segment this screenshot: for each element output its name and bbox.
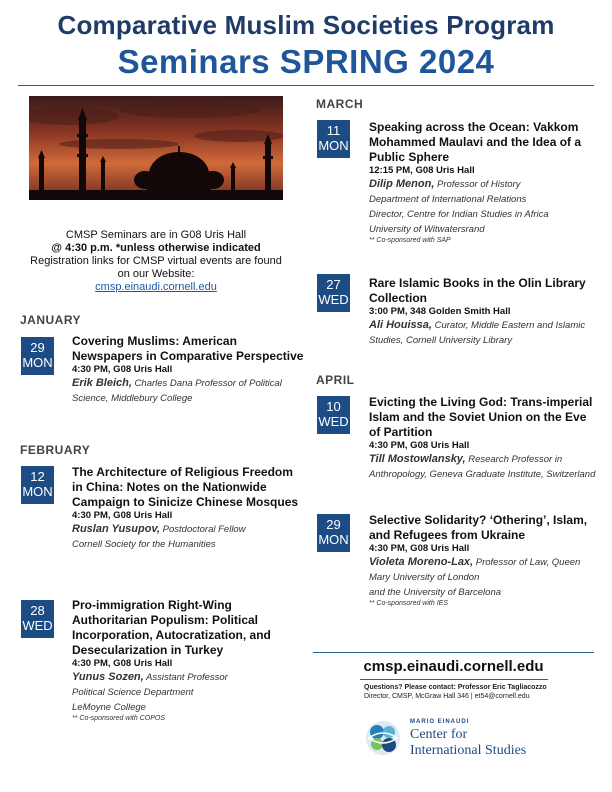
- event-date-badge: [317, 514, 350, 552]
- event-title-line: of Partition: [369, 425, 433, 439]
- event-time: 12:15 PM, G08 Uris Hall: [369, 165, 475, 176]
- event-title-line: Public Sphere: [369, 150, 450, 164]
- event-date-badge: [21, 600, 54, 638]
- event-title-line: Newspapers in Comparative Perspective: [72, 349, 304, 363]
- month-heading-february: FEBRUARY: [20, 443, 91, 457]
- event-title-line: Speaking across the Ocean: Vakkom: [369, 120, 579, 134]
- event-title-line: Mohammed Maulavi and the Idea of a: [369, 135, 582, 149]
- event-day: 10: [326, 399, 341, 414]
- event-day: 11: [326, 123, 341, 138]
- logo-line-2: International Studies: [410, 743, 527, 758]
- event-time: 4:30 PM, G08 Uris Hall: [72, 510, 173, 521]
- footer-website[interactable]: cmsp.einaudi.cornell.edu: [363, 658, 544, 675]
- speaker-detail: Director, Centre for Indian Studies in Africa: [369, 209, 549, 220]
- speaker-detail: Science, Middlebury College: [72, 393, 193, 404]
- event-card: [72, 598, 304, 722]
- event-time: 4:30 PM, G08 Uris Hall: [369, 440, 470, 451]
- event-speaker: [72, 522, 304, 537]
- speaker-title: Charles Dana Professor of Political: [131, 378, 282, 389]
- speaker-title: Research Professor in: [465, 454, 563, 465]
- page-title: Comparative Muslim Societies Program: [57, 10, 555, 40]
- event-weekday: WED: [318, 414, 349, 429]
- event-title-line: and Refugees from Ukraine: [369, 528, 526, 542]
- event-card: [72, 334, 304, 406]
- event-time: 4:30 PM, G08 Uris Hall: [369, 543, 470, 554]
- event-speaker: [369, 555, 603, 570]
- event-card: [369, 120, 599, 244]
- cosponsor-note: ** Co-sponsored with COPOS: [72, 715, 165, 722]
- speaker-detail: Political Science Department: [72, 687, 194, 698]
- event-time: 4:30 PM, G08 Uris Hall: [72, 658, 173, 669]
- contact-info: [364, 683, 604, 701]
- logo-line-1: Center for: [410, 727, 468, 742]
- speaker-name: Dilip Menon,: [369, 178, 435, 190]
- event-speaker: [369, 318, 599, 333]
- info-line-4: on our Website:: [117, 268, 195, 280]
- month-heading-january: JANUARY: [20, 313, 82, 327]
- speaker-name: Erik Bleich,: [72, 377, 132, 389]
- event-speaker: [72, 670, 304, 685]
- event-title-line: Campaign to Sinicize Chinese Mosques: [72, 495, 299, 509]
- speaker-detail: and the University of Barcelona: [369, 587, 502, 598]
- event-title-line: Authoritarian Populism: Political: [72, 613, 259, 627]
- event-date-badge: [317, 120, 350, 158]
- event-day: 27: [326, 277, 341, 292]
- info-line-3: Registration links for CMSP virtual events are found: [30, 255, 282, 267]
- event-card: [72, 465, 304, 552]
- speaker-name: Yunus Sozen,: [72, 671, 144, 683]
- event-day: 29: [326, 517, 341, 532]
- event-speaker: [72, 376, 304, 391]
- cosponsor-note: ** Co-sponsored with SAP: [369, 237, 451, 244]
- event-weekday: WED: [318, 292, 349, 307]
- speaker-name: Ruslan Yusupov,: [72, 523, 161, 535]
- event-weekday: WED: [22, 618, 53, 633]
- footer-divider: [313, 652, 594, 653]
- mosque-sunset-photo: [29, 96, 283, 200]
- event-date-badge: [21, 466, 54, 504]
- contact-line-2: Director, CMSP, McGraw Hall 346 | et54@cornell.edu: [364, 693, 530, 700]
- header-divider: [18, 85, 594, 86]
- event-speaker: [369, 452, 603, 467]
- speaker-detail: Department of International Relations: [369, 194, 527, 205]
- event-title-line: Incorporation, Autocratization, and: [72, 628, 271, 642]
- event-weekday: MON: [22, 484, 53, 499]
- cosponsor-note: ** Co-sponsored with IES: [369, 600, 448, 607]
- event-date-badge: [317, 274, 350, 312]
- event-title-line: Selective Solidarity? ‘Othering’, Islam,: [369, 513, 588, 527]
- event-card: [369, 395, 603, 482]
- speaker-detail: Mary University of London: [369, 572, 480, 583]
- speaker-detail: Studies, Cornell University Library: [369, 335, 513, 346]
- event-day: 29: [30, 340, 45, 355]
- speaker-detail: Anthropology, Geneva Graduate Institute, Switzerland: [369, 469, 596, 480]
- event-title-line: Collection: [369, 291, 428, 305]
- event-speaker: [369, 177, 599, 192]
- month-heading-march: MARCH: [316, 97, 364, 111]
- info-line-2: @ 4:30 p.m. *unless otherwise indicated: [51, 242, 261, 254]
- contact-line-1: Questions? Please contact: Professor Eric Tagliacozzo: [364, 684, 547, 691]
- website-link[interactable]: cmsp.einaudi.cornell.edu: [95, 281, 217, 293]
- website-underline: [360, 679, 548, 680]
- speaker-detail: University of Witwatersrand: [369, 224, 485, 235]
- speaker-title: Postdoctoral Fellow: [160, 524, 246, 535]
- speaker-title: Professor of History: [434, 179, 521, 190]
- event-title-line: in China: Notes on the Nationwide: [72, 480, 267, 494]
- einaudi-logo-icon: [365, 720, 401, 756]
- speaker-name: Ali Houissa,: [369, 319, 432, 331]
- event-time: 3:00 PM, 348 Golden Smith Hall: [369, 306, 511, 317]
- event-title-line: Pro-immigration Right-Wing: [72, 598, 232, 612]
- page-subtitle: Seminars SPRING 2024: [117, 43, 495, 80]
- event-title-line: Evicting the Living God: Trans-imperial: [369, 395, 593, 409]
- logo-small-text: MARIO EINAUDI: [410, 719, 470, 725]
- speaker-detail: Cornell Society for the Humanities: [72, 539, 216, 550]
- speaker-name: Violeta Moreno-Lax,: [369, 556, 474, 568]
- event-card: [369, 513, 603, 607]
- event-date-badge: [317, 396, 350, 434]
- speaker-detail: LeMoyne College: [72, 702, 146, 713]
- event-title-line: Islam and the Soviet Union on the Eve: [369, 410, 587, 424]
- speaker-name: Till Mostowlansky,: [369, 453, 466, 465]
- event-title-line: Desecularization in Turkey: [72, 643, 224, 657]
- event-title-line: Rare Islamic Books in the Olin Library: [369, 276, 586, 290]
- month-heading-april: APRIL: [316, 373, 355, 387]
- event-weekday: MON: [318, 138, 349, 153]
- event-date-badge: [21, 337, 54, 375]
- event-weekday: MON: [318, 532, 349, 547]
- event-weekday: MON: [22, 355, 53, 370]
- speaker-title: Assistant Professor: [143, 672, 228, 683]
- event-card: [369, 276, 599, 348]
- info-line-1: CMSP Seminars are in G08 Uris Hall: [65, 229, 247, 241]
- speaker-title: Professor of Law, Queen: [473, 557, 581, 568]
- event-title-line: Covering Muslims: American: [72, 334, 237, 348]
- speaker-title: Curator, Middle Eastern and Islamic: [431, 320, 586, 331]
- event-day: 28: [30, 603, 45, 618]
- event-time: 4:30 PM, G08 Uris Hall: [72, 364, 173, 375]
- event-day: 12: [30, 469, 45, 484]
- event-title-line: The Architecture of Religious Freedom: [72, 465, 293, 479]
